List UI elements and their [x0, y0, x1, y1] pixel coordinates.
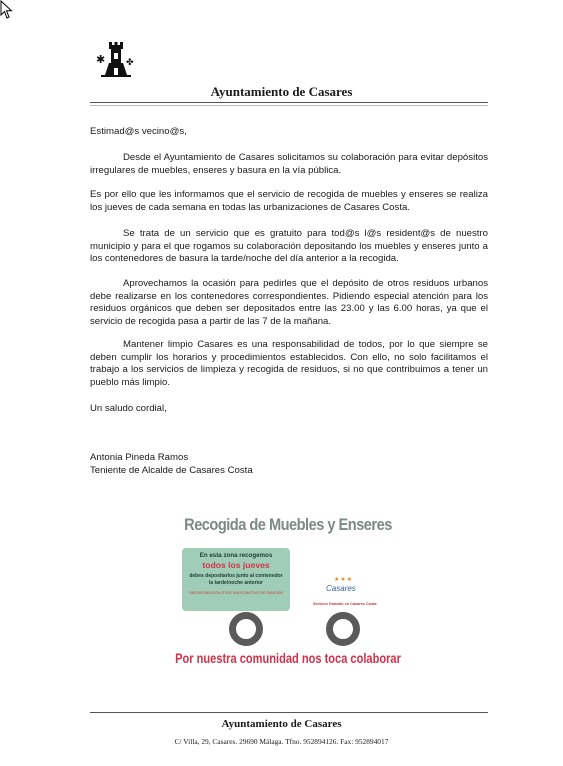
paragraph-4: Aprovechamos la ocasión para pedirles que el depósito de otros residuos urbanos debe realizarse en los contenedores correspondientes. Pidiendo especial atención para los residuos orgánicos que deben ser depositados entre las 23.00 y las 6.00 horas, ya que el servicio de recogida pasa a partir de las 7 de la mañana.	[90, 278, 488, 327]
poster-title: Recogida de Muebles y Enseres	[184, 515, 392, 534]
tire-icon	[326, 612, 360, 646]
letterhead-title: Ayuntamiento de Casares	[210, 84, 353, 99]
tire-icon	[229, 612, 263, 646]
paragraph-2: Es por ello que les informamos que el servicio de recogida de muebles y enseres se realiza los jueves de cada semana en todas las urbanizaciones de Casares Costa.	[90, 189, 488, 213]
service-logo-caption: Servicio Gratuito en Casares Costa	[313, 602, 377, 606]
signer-name: Antonia Pineda Ramos	[90, 452, 189, 463]
box-line-deposit	[182, 573, 290, 587]
paragraph-1: Desde el Ayuntamiento de Casares solicitamos su colaboración para evitar depósitos irregulares de muebles, enseres y basura en la vía pública.	[90, 152, 488, 176]
casares-service-logo: Casares	[326, 584, 356, 593]
box-line-warning: DEPOSITARLO EN OTRO DIA ES MOTIVO DE SANCION	[189, 591, 283, 595]
svg-text:✤: ✤	[126, 58, 134, 68]
box-line-deposit-1: debes depositarlos junto al contenedor	[189, 573, 283, 579]
footer-title: Ayuntamiento de Casares	[221, 718, 342, 730]
greeting: Estimad@s vecino@s,	[90, 126, 187, 137]
box-line-zone: En esta zona recogemos	[199, 552, 273, 559]
svg-text:✱: ✱	[96, 53, 106, 66]
poster-slogan: Por nuestra comunidad nos toca colaborar	[175, 651, 401, 666]
footer-address: C/ Villa, 29, Casares. 29690 Málaga. Tfno. 952894126. Fax: 952894017	[174, 737, 389, 746]
service-logo-stars: ★★★	[334, 577, 354, 583]
casares-crest-logo	[93, 41, 135, 79]
footer-divider	[90, 712, 488, 713]
box-line-day: todos los jueves	[202, 560, 270, 570]
header-divider	[90, 102, 488, 103]
paragraph-5: Mantener limpio Casares es una responsabilidad de todos, por lo que siempre se deben cumplir los horarios y procedimientos establecidos. Con ello, no solo facilitamos el trabajo a los servicios de limpieza y recogida de residuos, si no que contribuimos a tener un pueblo más limpio.	[90, 339, 488, 388]
cursor-arrow-icon	[0, 0, 14, 20]
signer-role: Teniente de Alcalde de Casares Costa	[90, 465, 253, 476]
collection-info-box	[182, 548, 290, 611]
closing: Un saludo cordial,	[90, 403, 167, 414]
header-divider-thin	[90, 105, 488, 106]
box-line-deposit-2: la tarde/noche anterior	[209, 580, 263, 586]
paragraph-3: Se trata de un servicio que es gratuito para tod@s l@s resident@s de nuestro municipio y para el que rogamos su colaboración depositando los muebles y enseres junto a los contenedores de basura la tarde/noche del día anterior a la recogida.	[90, 228, 488, 265]
